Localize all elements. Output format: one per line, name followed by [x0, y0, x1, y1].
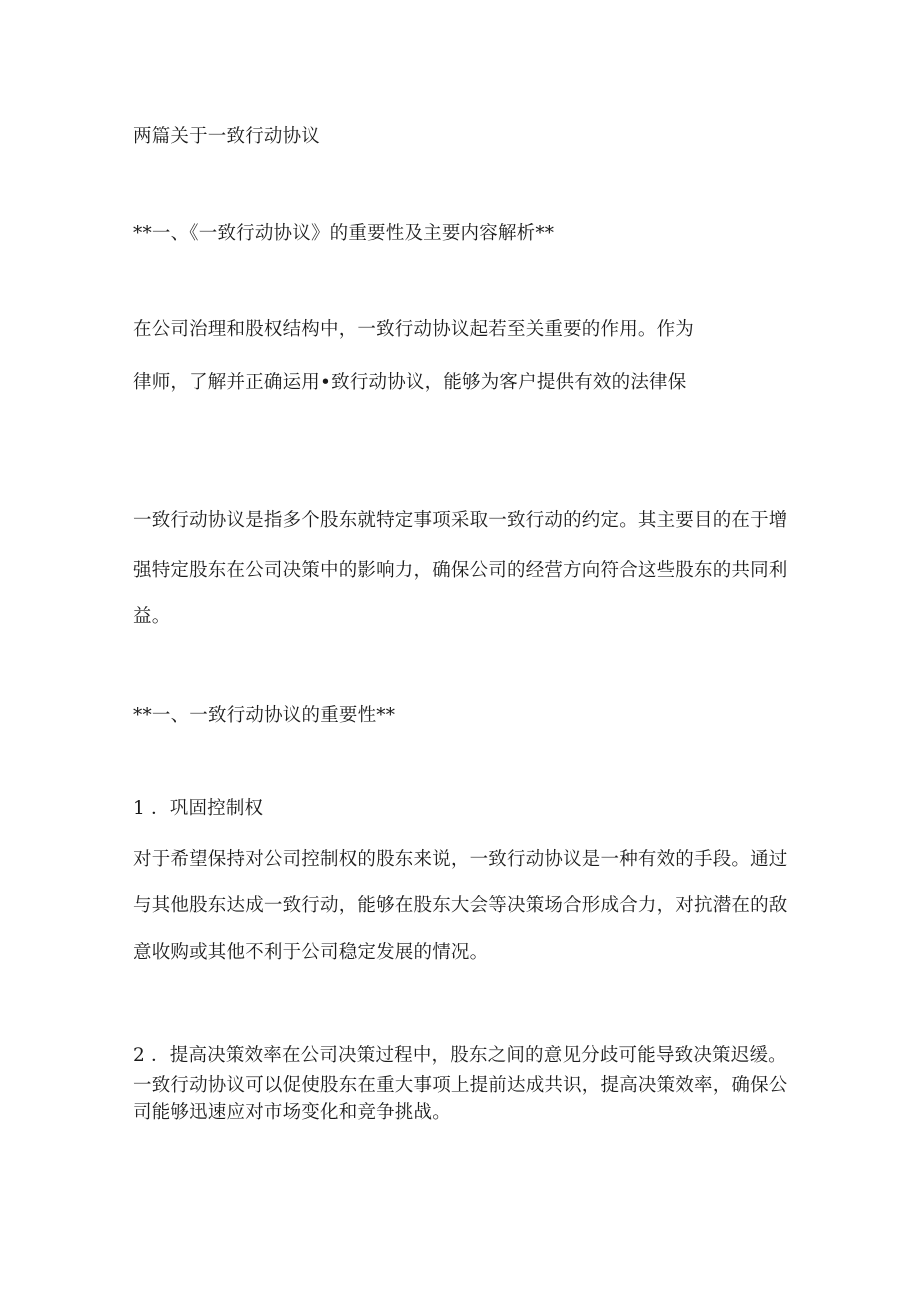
paragraph-2-line-1: 一致行动协议是指多个股东就特定事项采取一致行动的约定。其主要目的在于增: [133, 510, 788, 531]
paragraph-1-line-2: 律师，了解并正确运用•致行动协议，能够为客户提供有效的法律保: [133, 372, 687, 393]
paragraph-3-line-1: 对于希望保持对公司控制权的股东来说，一致行动协议是一种有效的手段。通过: [133, 849, 788, 870]
item-1-title: 1 ．巩固控制权: [133, 798, 264, 819]
paragraph-3-line-2: 与其他股东达成一致行动，能够在股东大会等决策场合形成合力，对抗潜在的敌: [133, 895, 788, 916]
paragraph-2-line-2: 强特定股东在公司决策中的影响力，确保公司的经营方向符合这些股东的共同利: [133, 560, 788, 581]
paragraph-4-line-1: 2 ．提高决策效率在公司决策过程中，股东之间的意见分歧可能导致决策迟缓。: [133, 1045, 787, 1066]
paragraph-3-line-3: 意收购或其他不利于公司稳定发展的情况。: [133, 942, 489, 963]
section-heading-1: **一、《一致行动协议》的重要性及主要内容解析**: [133, 223, 555, 244]
paragraph-2-line-3: 益。: [133, 606, 171, 627]
paragraph-4-line-2: 一致行动协议可以促使股东在重大事项上提前达成共识，提高决策效率，确保公: [133, 1075, 788, 1096]
paragraph-1-line-1: 在公司治理和股权结构中，一致行动协议起若至关重要的作用。作为: [133, 319, 695, 340]
paragraph-4-line-3: 司能够迅速应对市场变化和竞争挑战。: [133, 1102, 451, 1123]
section-heading-2: **一、一致行动协议的重要性**: [133, 705, 396, 726]
document-title: 两篇关于一致行动协议: [133, 126, 321, 147]
